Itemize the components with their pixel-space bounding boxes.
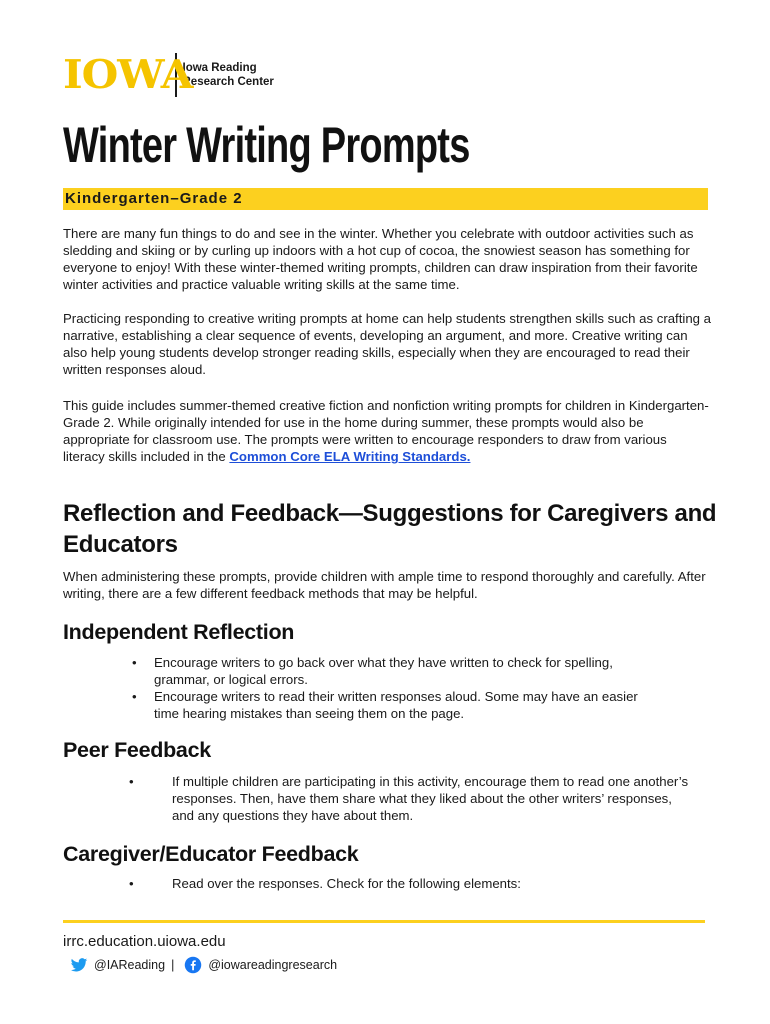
peer-feedback-list [129,773,692,824]
logo-line-2: Research Center [182,76,274,88]
reflection-heading: Reflection and Feedback—Suggestions for Caregivers and Educators [63,500,717,558]
list-item-text: If multiple children are participating in this activity, encourage them to read one another’s responses. Then, have them share what they liked about the other writers’ responses, and any questions they have about them. [172,774,689,823]
facebook-handle[interactable]: @iowareadingresearch [208,958,338,972]
footer-social [70,955,337,975]
bullet-icon: • [129,876,134,891]
caregiver-feedback-list [129,875,692,892]
intro-paragraph-3 [63,397,711,465]
list-item [132,654,654,688]
page-title: Winter Writing Prompts [63,117,470,173]
list-item-text: Encourage writers to read their written responses aloud. Some may have an easier time hearing mistakes than seeing them on the page. [154,689,638,721]
peer-feedback-heading: Peer Feedback [63,738,211,762]
facebook-icon[interactable] [184,956,202,974]
twitter-handle[interactable]: @IAReading [94,958,166,972]
independent-reflection-list [132,654,654,722]
grade-band-label: Kindergarten–Grade 2 [65,190,243,207]
common-core-standards-link[interactable]: Common Core ELA Writing Standards. [229,449,471,464]
intro-paragraph-3-text: This guide includes summer-themed creative fiction and nonfiction writing prompts for children in Kindergarten-Grade 2. While originally intended for use in the home during summer, these prompts would also be appropriate for classroom use. The prompts were written to encourage responders to draw from various literacy skills included in the [63,398,709,464]
iowa-logo [63,53,274,97]
list-item [129,773,692,824]
twitter-bird-icon[interactable] [70,956,88,974]
reflection-intro: When administering these prompts, provide children with ample time to respond thoroughly and carefully. After writing, there are a few different feedback methods that may be helpful. [63,569,706,601]
bullet-icon: • [132,655,137,670]
independent-reflection-heading: Independent Reflection [63,620,295,644]
social-separator: | [171,958,175,972]
list-item-text: Read over the responses. Check for the following elements: [172,876,521,891]
logo-wordmark: IOWA [63,51,193,98]
intro-paragraph-1: There are many fun things to do and see in the winter. Whether you celebrate with outdoor activities such as sledding and skiing or by curling up indoors with a hot cup of cocoa, the snowiest season has something for everyone to enjoy! With these winter-themed writing prompts, children can draw inspiration from their favorite winter activities and practice valuable writing skills at the same time. [63,226,698,292]
intro-paragraph-2: Practicing responding to creative writing prompts at home can help students strengthen skills such as crafting a narrative, establishing a clear sequence of events, developing an argument, and more. Creative writing can also help young students develop stronger reading skills, especially when they are encouraged to read their written responses aloud. [63,311,711,377]
footer-website-link[interactable]: irrc.education.uiowa.edu [63,933,226,950]
caregiver-feedback-heading: Caregiver/Educator Feedback [63,842,359,866]
list-item-text: Encourage writers to go back over what they have written to check for spelling, grammar, or logical errors. [154,655,613,687]
logo-line-1: Iowa Reading [182,62,257,74]
bullet-icon: • [132,689,137,704]
grade-band [63,188,708,210]
bullet-icon: • [129,774,134,789]
logo-subtitle [183,61,274,89]
footer-divider [63,920,705,923]
list-item [132,688,654,722]
list-item [129,875,692,892]
